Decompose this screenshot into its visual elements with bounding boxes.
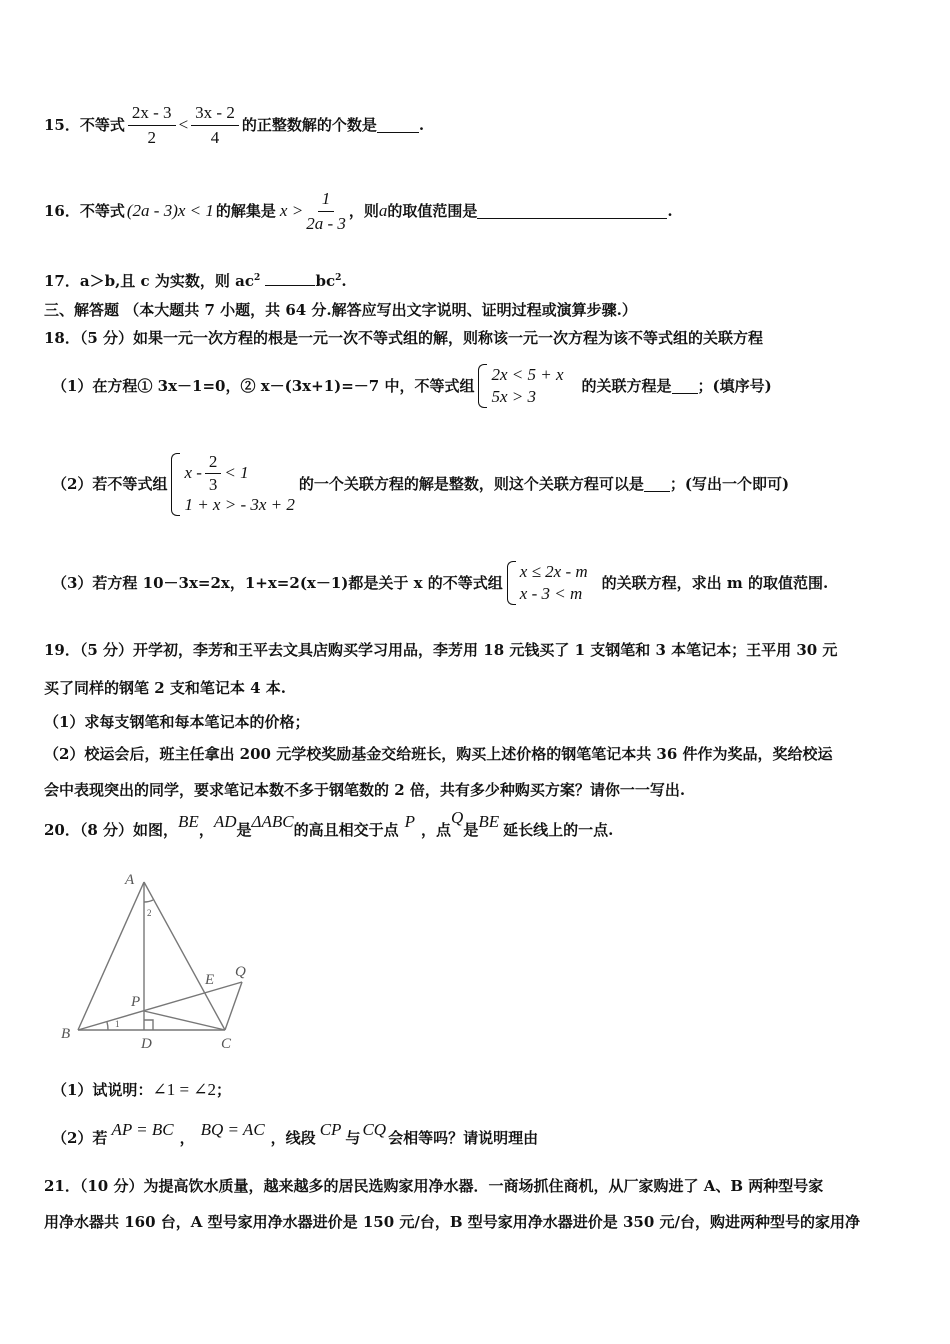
q15-prefix: 不等式 (79, 116, 125, 134)
q15-right-numerator: 3x - 2 (191, 103, 239, 126)
q21-line1: 21．（10 分）为提高饮水质量，越来越多的居民选购家用净水器．一商场抓住商机，从厂家购进了 A、B 两种型号家 (44, 1177, 824, 1195)
fig-right-angle-d (144, 1020, 153, 1030)
q15-left-denominator: 2 (147, 127, 156, 147)
q17-answer-blank[interactable] (265, 271, 315, 286)
q15-left-numerator: 2x - 3 (128, 103, 176, 126)
fig-line-bq (78, 982, 242, 1030)
q20-p1-eq: ∠1 = ∠2 (152, 1080, 217, 1099)
q18-p2-denominator: 3 (208, 474, 218, 494)
q19-line4: （2）校运会后，班主任拿出 200 元学校奖励基金交给班长，购买上述价格的钢笔笔记本共 36 件作为奖品，奖给校运 (44, 745, 833, 763)
fig-angle-2-label: 2 (147, 908, 152, 918)
q18-p2-post: 的一个关联方程的解是整数，则这个关联方程可以是 (298, 475, 644, 493)
q19-line3: （1）求每支钢笔和每本笔记本的价格； (44, 713, 310, 731)
q20-p: P (404, 812, 416, 831)
q15-answer-blank[interactable] (377, 118, 419, 133)
q18-p1-answer-blank[interactable] (672, 379, 698, 394)
q15-right-denominator: 4 (210, 127, 220, 147)
q18-p1-row2: 5x > 3 (491, 387, 536, 406)
q20-p2-post: 会相等吗？请说明理由 (388, 1129, 539, 1147)
fig-line-pc (144, 1011, 225, 1030)
q15-left-fraction (128, 103, 176, 148)
q18-p3-system (507, 561, 588, 605)
q17-text: 17．a＞b,且 c 为实数，则 ac (44, 272, 254, 290)
q18-p1-pre: （1）在方程① 3x－1=0，② x－(3x+1)=－7 中，不等式组 (52, 377, 475, 395)
q20-geometry-figure (55, 866, 285, 1056)
question-16 (44, 186, 673, 236)
q18-stem: 18．（5 分）如果一元一次方程的根是一元一次不等式组的解，则称该一元一次方程为该不等式组的关联方程 (44, 329, 764, 347)
fig-angle-1-arc (107, 1022, 108, 1030)
q19-line2: 买了同样的钢笔 2 支和笔记本 4 本. (44, 679, 286, 697)
q18-p3-pre: （3）若方程 10－3x=2x，1+x=2(x－1)都是关于 x 的不等式组 (52, 574, 503, 592)
q18-p1-brace (478, 364, 487, 408)
q20-p2-and: 与 (345, 1129, 361, 1147)
fig-label-e: E (205, 972, 215, 988)
q20-is: 是 (236, 821, 252, 839)
q16-variable: a (378, 201, 388, 220)
q17-sup1: 2 (253, 273, 261, 283)
fig-line-cq (225, 982, 242, 1030)
question-17 (44, 268, 347, 291)
fig-label-d: D (141, 1036, 152, 1052)
q20-triangle: ΔABC (251, 812, 294, 831)
q20-part2 (52, 1120, 539, 1148)
q18-p3-row1: x ≤ 2x - m (519, 562, 588, 581)
q18-p2-brace (171, 453, 180, 516)
q18-p2-answer-blank[interactable] (644, 477, 670, 492)
q18-p1-end: ；(填序号) (697, 377, 772, 395)
q16-fraction (306, 189, 346, 234)
q18-p3-row2: x - 3 < m (519, 584, 583, 603)
q15-end: . (418, 116, 425, 134)
q16-denominator: 2a - 3 (306, 213, 346, 233)
q20-p2-cq: CQ (362, 1120, 387, 1139)
q15-number: 15． (44, 116, 80, 134)
q20-pre: 20．（8 分）如图， (44, 821, 179, 839)
q20-p2-mid: ，线段 (270, 1129, 316, 1147)
section-3-heading: 三、解答题 （本大题共 7 小题，共 64 分.解答应写出文字说明、证明过程或演算步骤.） (44, 301, 637, 319)
q18-p2-pre: （2）若不等式组 (52, 475, 168, 493)
fig-angle-1-label: 1 (115, 1019, 120, 1029)
q20-part1 (52, 1080, 231, 1100)
q18-p1-row1: 2x < 5 + x (491, 365, 564, 384)
question-15 (44, 100, 424, 150)
q20-p2-eq2: BQ = AC (200, 1120, 265, 1139)
q16-postfix: 的取值范围是 (387, 202, 478, 220)
q18-part3 (52, 555, 828, 611)
q20-post: 延长线上的一点. (503, 821, 614, 839)
q18-p3-brace (507, 561, 516, 605)
q17-sup2: 2 (335, 273, 342, 283)
q16-x-greater: x > (279, 201, 304, 220)
fig-label-q: Q (235, 964, 246, 980)
q20-is2: 是 (463, 821, 479, 839)
q20-p1-pre: （1）试说明： (52, 1081, 153, 1099)
q16-inequality: (2a - 3)x < 1 (126, 201, 214, 220)
fig-label-p: P (131, 994, 141, 1010)
q15-less-than: < (178, 115, 189, 134)
q19-line1: 19．（5 分）开学初，李芳和王平去文具店购买学习用品，李芳用 18 元钱买了 1 支钢笔和 3 本笔记本；王平用 30 元 (44, 641, 838, 659)
fig-label-b: B (61, 1026, 71, 1042)
q20-p2-sep: ， (179, 1129, 195, 1147)
q19-line5: 会中表现突出的同学，要求笔记本数不多于钢笔数的 2 倍，共有多少种购买方案？请你一一写出. (44, 781, 686, 799)
q15-right-fraction (191, 103, 239, 148)
q18-part2 (52, 446, 789, 522)
q18-p2-end: ；(写出一个即可) (669, 475, 790, 493)
q17-mid: bc (315, 272, 336, 290)
fig-angle-2-arc (144, 900, 153, 902)
q20-mid2: ，点 (421, 821, 452, 839)
q17-end: . (341, 272, 347, 290)
q16-number: 16． (44, 202, 80, 220)
q20-q: Q (451, 808, 464, 827)
q20-be2: BE (478, 812, 500, 831)
q16-end: . (667, 202, 673, 220)
q18-p2-fraction (205, 453, 222, 494)
q20-be: BE (178, 812, 199, 831)
fig-label-a: A (125, 872, 135, 888)
q20-p2-eq1: AP = BC (111, 1120, 174, 1139)
q20-sep: ， (198, 821, 214, 839)
q18-part1 (52, 360, 772, 412)
q18-p2-system (171, 453, 294, 516)
q16-numerator: 1 (318, 189, 335, 212)
q20-p1-end: ； (216, 1081, 232, 1099)
q18-p2-row2: 1 + x > - 3x + 2 (184, 494, 295, 514)
q16-mid: 的解集是 (215, 202, 276, 220)
q18-p2-row1-b: < 1 (224, 463, 249, 482)
q18-p1-post: 的关联方程是 (581, 377, 672, 395)
q18-p2-row1 (184, 453, 294, 494)
q20-p2-cp: CP (319, 1120, 342, 1139)
q20-mid: 的高且相交于点 (293, 821, 399, 839)
q21-line2: 用净水器共 160 台，A 型号家用净水器进价是 150 元/台，B 型号家用净水器进价是 350 元/台，购进两种型号的家用净 (44, 1213, 860, 1231)
q20-ad: AD (213, 812, 237, 831)
q18-p1-system (478, 364, 563, 408)
q16-prefix: 不等式 (79, 202, 125, 220)
q18-p2-numerator: 2 (205, 453, 222, 474)
q16-mid2: ，则 (348, 202, 379, 220)
fig-label-c: C (221, 1036, 232, 1052)
q18-p2-row1-a: x - (184, 463, 202, 482)
q20-stem (44, 808, 614, 840)
q16-answer-blank[interactable] (477, 204, 667, 219)
q20-p2-pre: （2）若 (52, 1129, 108, 1147)
q18-p3-post: 的关联方程，求出 m 的取值范围. (601, 574, 829, 592)
q15-postfix: 的正整数解的个数是 (241, 116, 377, 134)
